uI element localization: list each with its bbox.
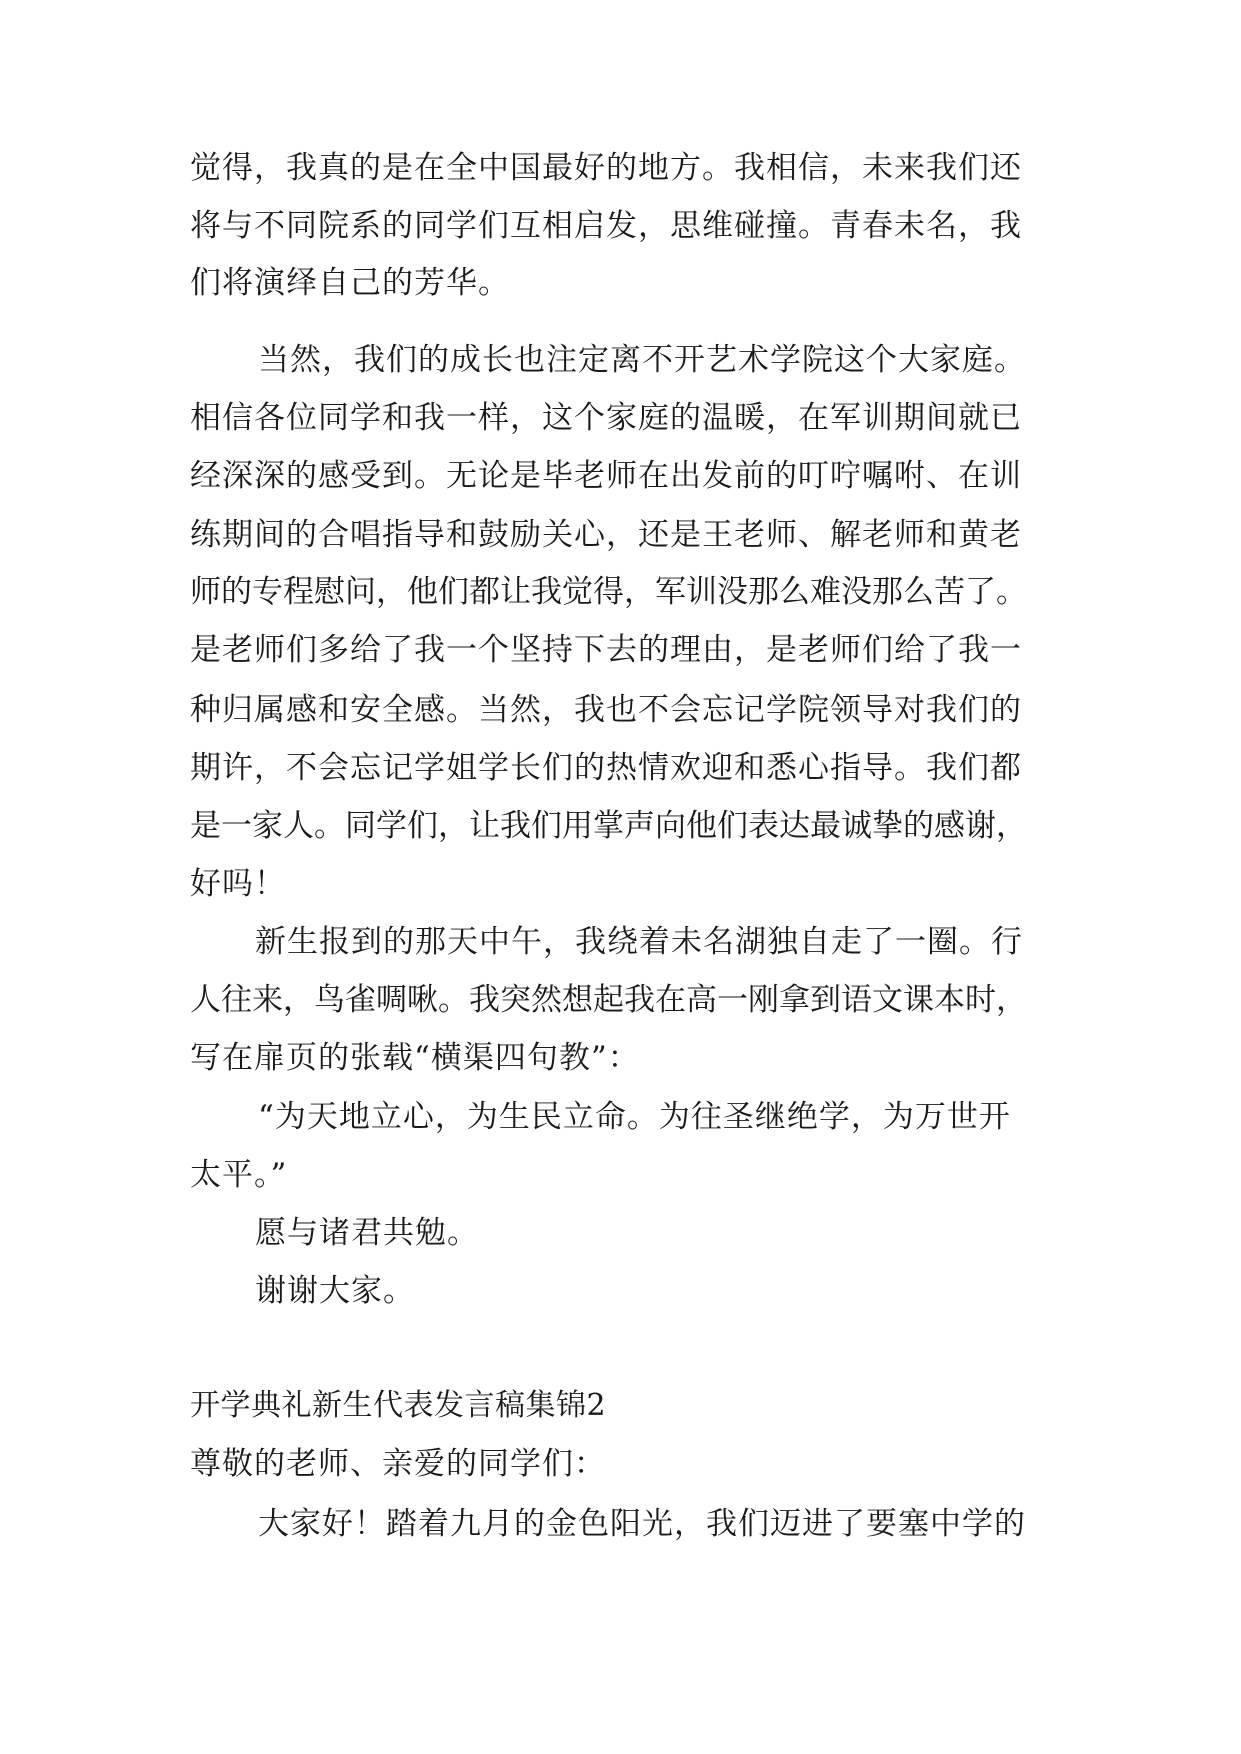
- paragraph-line: 师的专程慰问，他们都让我觉得，军训没那么难没那么苦了。: [190, 574, 1027, 610]
- paragraph-line: 相信各位同学和我一样，这个家庭的温暖，在军训期间就已: [190, 400, 1022, 436]
- salutation: 尊敬的老师、亲爱的同学们：: [190, 1446, 606, 1482]
- paragraph-line: 谢谢大家。: [255, 1273, 415, 1309]
- paragraph-line: 期许，不会忘记学姐学长们的热情欢迎和悉心指导。我们都: [190, 750, 1022, 786]
- paragraph-line: 们将演绎自己的芳华。: [190, 265, 510, 301]
- paragraph-line: 练期间的合唱指导和鼓励关心，还是王老师、解老师和黄老: [190, 517, 1022, 553]
- paragraph-line: 觉得，我真的是在全中国最好的地方。我相信，未来我们还: [190, 150, 1022, 186]
- quote-line: “为天地立心，为生民立命。为往圣继绝学，为万世开: [258, 1099, 1011, 1135]
- paragraph-line: 新生报到的那天中午，我绕着未名湖独自走了一圈。行: [255, 924, 1023, 960]
- quote-line: 太平。”: [190, 1157, 288, 1193]
- section-title: 开学典礼新生代表发言稿集锦2: [190, 1388, 607, 1423]
- paragraph-line: 经深深的感受到。无论是毕老师在出发前的叮咛嘱咐、在训: [190, 458, 1022, 494]
- paragraph-line: 好吗！: [190, 866, 286, 902]
- paragraph-line: 人往来，鸟雀啁啾。我突然想起我在高一刚拿到语文课本时，: [190, 982, 1027, 1018]
- paragraph-line: 写在扉页的张载“横渠四句教”：: [190, 1040, 640, 1076]
- paragraph-line: 种归属感和安全感。当然，我也不会忘记学院领导对我们的: [190, 692, 1022, 728]
- paragraph-line: 愿与诸君共勉。: [255, 1215, 479, 1251]
- paragraph-line: 是一家人。同学们，让我们用掌声向他们表达最诚挚的感谢，: [190, 808, 1027, 844]
- paragraph-line: 当然，我们的成长也注定离不开艺术学院这个大家庭。: [258, 342, 1026, 378]
- paragraph-line: 大家好！踏着九月的金色阳光，我们迈进了要塞中学的: [258, 1506, 1026, 1542]
- paragraph-line: 将与不同院系的同学们互相启发，思维碰撞。青春未名，我: [190, 208, 1022, 244]
- paragraph-line: 是老师们多给了我一个坚持下去的理由，是老师们给了我一: [190, 632, 1022, 668]
